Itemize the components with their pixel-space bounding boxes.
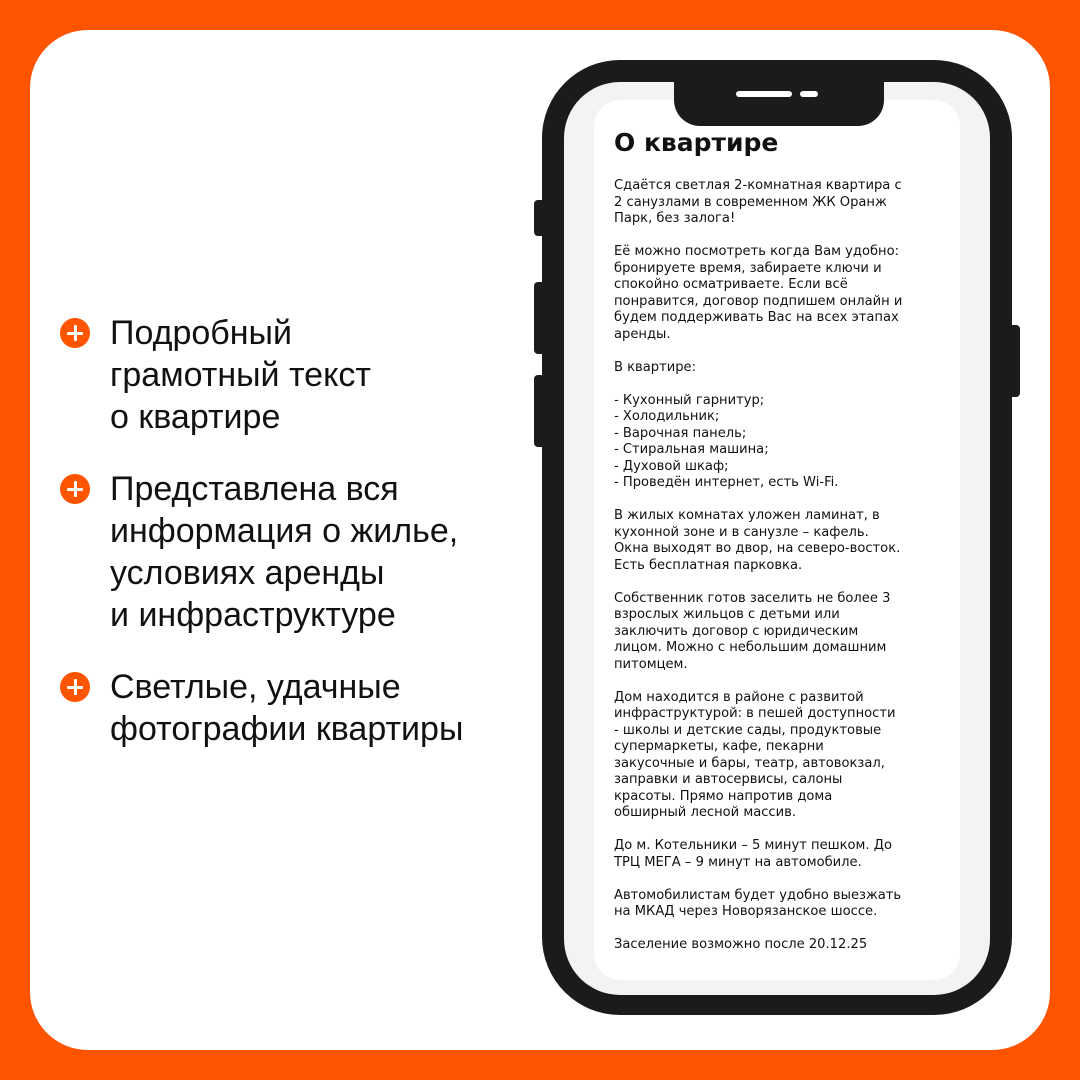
feature-text: Подробный грамотный текст о квартире [110,314,371,436]
description-paragraph: Сдаётся светлая 2-комнатная квартира с 2 санузлами в современном ЖК Оранж Парк, без залога! [614,178,902,226]
description-paragraph: Собственник готов заселить не более 3 взрослых жильцов с детьми или заключить договор с юридическим лицом. Можно с небольшим домашним питомцем. [614,590,891,672]
feature-item [60,468,520,636]
listing-description [614,178,958,970]
description-paragraph: Автомобилистам будет удобно выезжать на МКАД через Новорязанское шоссе. [614,887,902,919]
description-paragraph: В жилых комнатах уложен ламинат, в кухонной зоне и в санузле – кафель. Окна выходят во двор, на северо-восток. Есть бесплатная парковка. [614,508,901,573]
camera-icon [800,91,818,97]
description-paragraph: Её можно посмотреть когда Вам удобно: бронируете время, забираете ключи и спокойно осматриваете. Если всё понравится, договор подпишем онлайн и будем поддерживать Вас на всех этапах аренды. [614,244,903,342]
amenities-list: - Кухонный гарнитур; - Холодильник; - Варочная панель; - Стиральная машина; - Духовой шкаф; - Проведён интернет, есть Wi-Fi. [614,392,839,490]
plus-circle-icon [60,672,90,702]
move-in-date: Заселение возможно после 20.12.25 [614,937,868,952]
description-paragraph: В квартире: [614,359,697,375]
listing-description-page[interactable] [594,100,960,980]
feature-text: Представлена вся информация о жилье, условиях аренды и инфраструктуре [110,470,459,634]
speaker-icon [736,91,792,97]
feature-text: Светлые, удачные фотографии квартиры [110,668,464,748]
plus-circle-icon [60,318,90,348]
description-paragraph: Дом находится в районе с развитой инфраструктурой: в пешей доступности - школы и детские сады, продуктовые супермаркеты, кафе, пекарни закусочные и бары, театр, автовокзал, заправки и автосервисы, салоны красоты. Прямо напротив дома обширный лесной массив. [614,689,896,820]
feature-list [60,312,520,780]
description-paragraph: До м. Котельники – 5 минут пешком. До ТРЦ МЕГА – 9 минут на автомобиле. [614,838,892,870]
plus-circle-icon [60,474,90,504]
listing-title: О квартире [614,128,779,157]
feature-item [60,666,520,750]
feature-item [60,312,520,438]
